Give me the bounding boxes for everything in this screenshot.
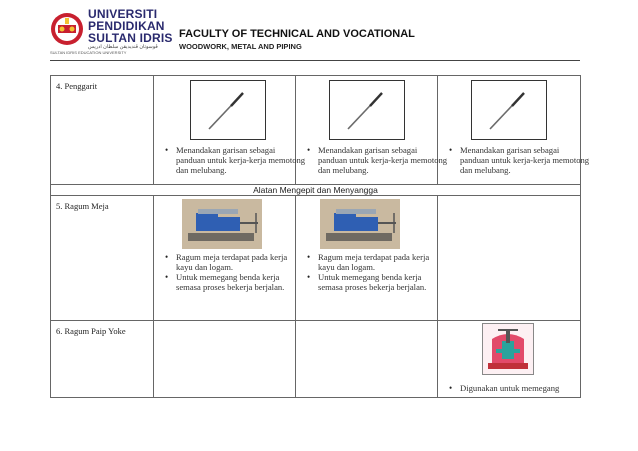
tool-cell (154, 321, 296, 398)
logo-tagline: SULTAN IDRIS EDUCATION UNIVERSITY (50, 50, 127, 55)
list-item: • Untuk memegang benda kerja semasa proses bekerja berjalan. (176, 272, 304, 292)
scriber-image (190, 80, 266, 140)
yoke-vise-icon (482, 323, 534, 375)
crest-icon (50, 12, 84, 46)
list-item: • Untuk memegang benda kerja semasa proses bekerja berjalan. (318, 272, 446, 292)
scriber-icon (472, 81, 546, 139)
university-logo (50, 7, 173, 58)
list-item: • Menandakan garisan sebagai panduan untuk kerja-kerja memotong dan melubang. (176, 145, 306, 175)
scriber-icon (330, 81, 404, 139)
list-item: • Menandakan garisan sebagai panduan untuk kerja-kerja memotong dan melubang. (318, 145, 448, 175)
document-header (0, 0, 638, 62)
header-divider (50, 60, 580, 61)
faculty-title: FACULTY OF TECHNICAL AND VOCATIONAL (179, 28, 415, 40)
scriber-image (329, 80, 405, 140)
tool-cell (438, 76, 590, 185)
list-item: • Ragum meja terdapat pada kerja kayu dan logam. (318, 252, 446, 272)
list-item: • Menandakan garisan sebagai panduan untuk kerja-kerja memotong dan melubang. (460, 145, 590, 175)
tools-table (50, 75, 590, 398)
section-title: Alatan Mengepit dan Menyangga (51, 185, 581, 196)
logo-line: PENDIDIKAN (88, 19, 165, 33)
logo-jawi-text: ڤوسوتان ڤنديديقن سلطان ادريس (88, 44, 158, 50)
table-row (51, 196, 581, 321)
tool-cell (296, 76, 448, 185)
scriber-image (471, 80, 547, 140)
list-item: • Digunakan untuk memegang (460, 383, 590, 393)
tool-cell (154, 196, 296, 321)
row-label: 4. Penggarit (51, 76, 154, 185)
tool-cell (438, 321, 581, 398)
tool-cell (296, 321, 438, 398)
bench-vise-icon (182, 199, 262, 249)
bench-vise-icon (320, 199, 400, 249)
table-row (51, 321, 581, 398)
tool-cell (296, 196, 438, 321)
logo-line: SULTAN IDRIS (88, 31, 173, 45)
row-label: 6. Ragum Paip Yoke (51, 321, 154, 398)
tool-cell (154, 76, 306, 185)
list-item: • Ragum meja terdapat pada kerja kayu dan logam. (176, 252, 304, 272)
section-row (51, 185, 581, 196)
tool-cell (438, 196, 581, 321)
scriber-icon (191, 81, 265, 139)
logo-line: UNIVERSITI (88, 7, 158, 21)
table-row (51, 76, 581, 185)
row-label: 5. Ragum Meja (51, 196, 154, 321)
faculty-subtitle: WOODWORK, METAL AND PIPING (179, 42, 302, 51)
